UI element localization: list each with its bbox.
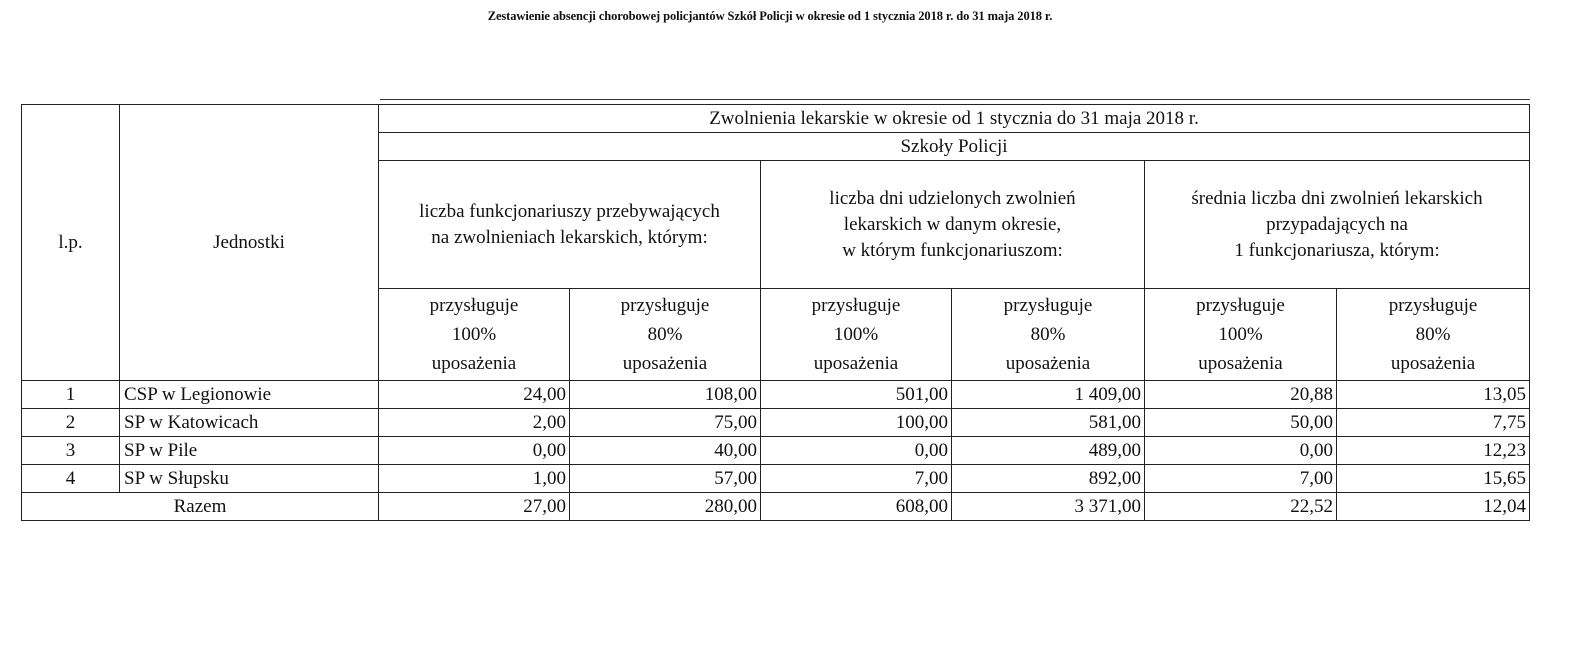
sub-percent: 100% [833,324,879,345]
cell-value: 57,00 [570,465,761,493]
header-officers-count-line1: liczba funkcjonariuszy przebywających [419,200,720,222]
header-days-count-line3: w którym funkcjonariuszom: [842,239,1063,261]
header-average-days-line3: 1 funkcjonariusza, którym: [1234,239,1440,261]
sub-label: przysługuje [811,295,901,316]
row-unit: SP w Pile [120,437,379,465]
cell-value: 1,00 [379,465,570,493]
total-value: 12,04 [1337,493,1530,521]
row-lp: 1 [22,381,120,409]
total-value: 608,00 [761,493,952,521]
sub-percent: 100% [451,324,497,345]
cell-value: 489,00 [952,437,1145,465]
table-row [22,465,1530,493]
header-officers-count-line2: na zwolnieniach lekarskich, którym: [431,226,708,248]
sub-percent: 80% [1030,324,1066,345]
cell-value: 7,75 [1337,409,1530,437]
table-row [22,381,1530,409]
cell-value: 7,00 [761,465,952,493]
subheader-days-100 [761,289,952,381]
sub-percent: 80% [1415,324,1451,345]
header-days-count [761,161,1145,289]
table-row [22,409,1530,437]
cell-value: 75,00 [570,409,761,437]
sub-label: przysługuje [1196,295,1285,316]
header-schools: Szkoły Policji [379,133,1530,161]
cell-value: 0,00 [1145,437,1337,465]
header-rule [380,99,1530,100]
row-lp: 2 [22,409,120,437]
cell-value: 24,00 [379,381,570,409]
table-row [22,437,1530,465]
cell-value: 892,00 [952,465,1145,493]
subheader-average-80 [1337,289,1530,381]
sub-label: uposażenia [1198,353,1283,374]
cell-value: 581,00 [952,409,1145,437]
header-days-count-line1: liczba dni udzielonych zwolnień [829,187,1076,209]
total-value: 280,00 [570,493,761,521]
header-average-days-line1: średnia liczba dni zwolnień lekarskich [1191,187,1483,209]
sub-label: uposażenia [1390,353,1476,374]
cell-value: 108,00 [570,381,761,409]
cell-value: 20,88 [1145,381,1337,409]
header-period: Zwolnienia lekarskie w okresie od 1 stycznia do 31 maja 2018 r. [379,105,1530,133]
cell-value: 0,00 [761,437,952,465]
cell-value: 1 409,00 [952,381,1145,409]
subheader-days-80 [952,289,1145,381]
subheader-officers-80 [570,289,761,381]
header-days-count-line2: lekarskich w danym okresie, [843,213,1062,235]
row-unit: SP w Katowicach [120,409,379,437]
sub-percent: 80% [647,324,683,345]
total-value: 27,00 [379,493,570,521]
header-average-days-line2: przypadających na [1266,213,1408,235]
header-officers-count [379,161,761,289]
sub-label: przysługuje [1388,295,1478,316]
sub-label: uposażenia [622,353,708,374]
header-lp: l.p. [22,105,120,381]
cell-value: 50,00 [1145,409,1337,437]
cell-value: 2,00 [379,409,570,437]
total-value: 3 371,00 [952,493,1145,521]
sub-label: przysługuje [1003,295,1093,316]
sick-leave-table [21,104,1530,521]
row-lp: 4 [22,465,120,493]
cell-value: 13,05 [1337,381,1530,409]
row-lp: 3 [22,437,120,465]
cell-value: 7,00 [1145,465,1337,493]
document-title: Zestawienie absencji chorobowej policjantów Szkół Policji w okresie od 1 stycznia 2018 r. do 31 maja 2018 r. [487,9,1053,23]
sub-label: uposażenia [813,353,899,374]
subheader-officers-100 [379,289,570,381]
cell-value: 12,23 [1337,437,1530,465]
sub-label: przysługuje [620,295,710,316]
cell-value: 501,00 [761,381,952,409]
cell-value: 40,00 [570,437,761,465]
sub-percent: 100% [1218,324,1263,345]
cell-value: 100,00 [761,409,952,437]
sub-label: uposażenia [431,353,517,374]
total-label: Razem [22,493,379,521]
total-value: 22,52 [1145,493,1337,521]
header-units: Jednostki [120,105,379,381]
header-average-days [1145,161,1530,289]
cell-value: 0,00 [379,437,570,465]
row-unit: CSP w Legionowie [120,381,379,409]
sub-label: uposażenia [1005,353,1091,374]
sub-label: przysługuje [429,295,519,316]
total-row [22,493,1530,521]
cell-value: 15,65 [1337,465,1530,493]
row-unit: SP w Słupsku [120,465,379,493]
subheader-average-100 [1145,289,1337,381]
